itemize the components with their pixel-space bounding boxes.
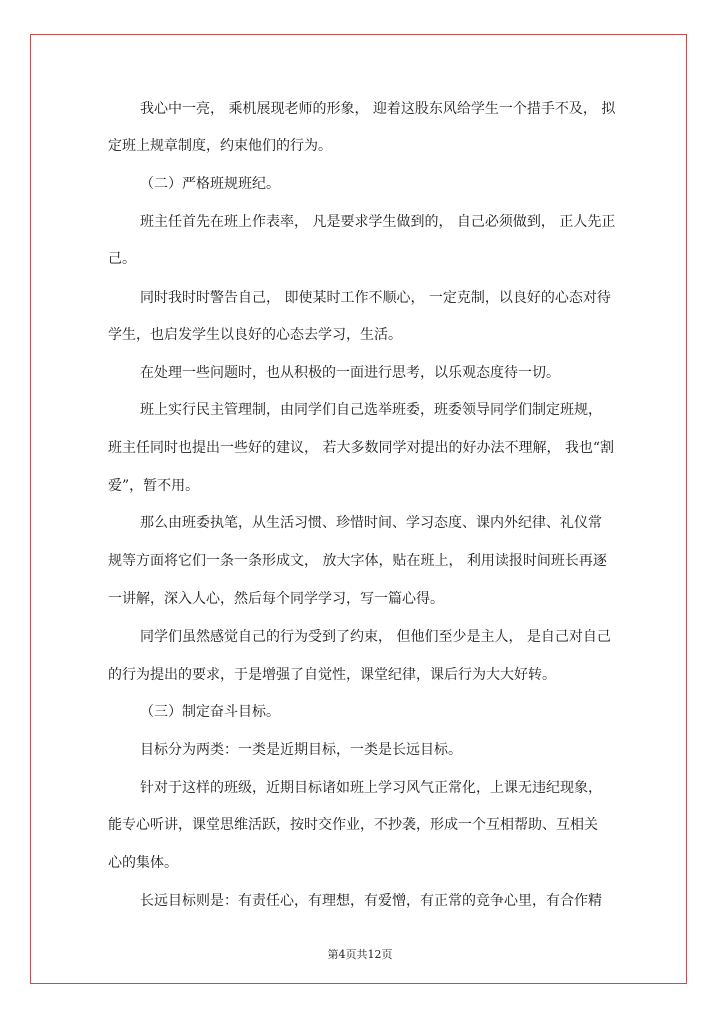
text-line: 班上实行民主管理制，由同学们自己选举班委，班委领导同学们制定班规， <box>140 402 602 418</box>
text-line: 长远目标则是：有责任心，有理想，有爱憎，有正常的竞争心里，有合作精 <box>140 893 602 909</box>
text-line: 一讲解，深入人心，然后每个同学学习，写一篇心得。 <box>108 591 444 607</box>
text-line: 爱”，暂不用。 <box>108 478 200 494</box>
text-line: 针对于这样的班级，近期目标诸如班上学习风气正常化，上课无违纪现象， <box>140 780 602 796</box>
page-number: 第4页共12页 <box>327 948 393 961</box>
text-line: 能专心听讲，课堂思维活跃，按时交作业，不抄袭，形成一个互相帮助、互相关 <box>108 817 598 833</box>
text-line: 在处理一些问题时，也从积极的一面进行思考，以乐观态度待一切。 <box>140 365 560 381</box>
text-line: 同学们虽然感觉自己的行为受到了约束， 但他们至少是主人， 是自己对自己 <box>140 629 611 645</box>
text-line: 班主任首先在班上作表率， 凡是要求学生做到的， 自己必须做到， 正人先正 <box>140 214 616 230</box>
page-border <box>30 34 687 984</box>
text-line: 目标分为两类：一类是近期目标，一类是长远目标。 <box>140 742 462 758</box>
text-line: 同时我时时警告自己， 即使某时工作不顺心， 一定克制，以良好的心态对待 <box>140 290 611 306</box>
text-line: 的行为提出的要求，于是增强了自觉性，课堂纪律，课后行为大大好转。 <box>108 667 556 683</box>
text-line: 我心中一亮， 乘机展现老师的形象， 迎着这股东风给学生一个措手不及， 拟 <box>140 101 616 117</box>
text-line: （二）严格班规班纪。 <box>140 176 280 192</box>
text-line: 那么由班委执笔，从生活习惯、珍惜时间、学习态度、课内外纪律、礼仪常 <box>140 515 602 531</box>
text-line: 定班上规章制度，约束他们的行为。 <box>108 138 332 154</box>
text-line: 学生，也启发学生以良好的心态去学习，生活。 <box>108 327 402 343</box>
text-line: 己。 <box>108 251 136 267</box>
text-line: 心的集体。 <box>108 855 178 871</box>
text-line: 规等方面将它们一条一条形成文， 放大字体，贴在班上， 利用读报时间班长再逐 <box>108 553 607 569</box>
text-line: （三）制定奋斗目标。 <box>140 704 280 720</box>
text-line: 班主任同时也提出一些好的建议， 若大多数同学对提出的好办法不理解， 我也“割 <box>108 440 615 456</box>
